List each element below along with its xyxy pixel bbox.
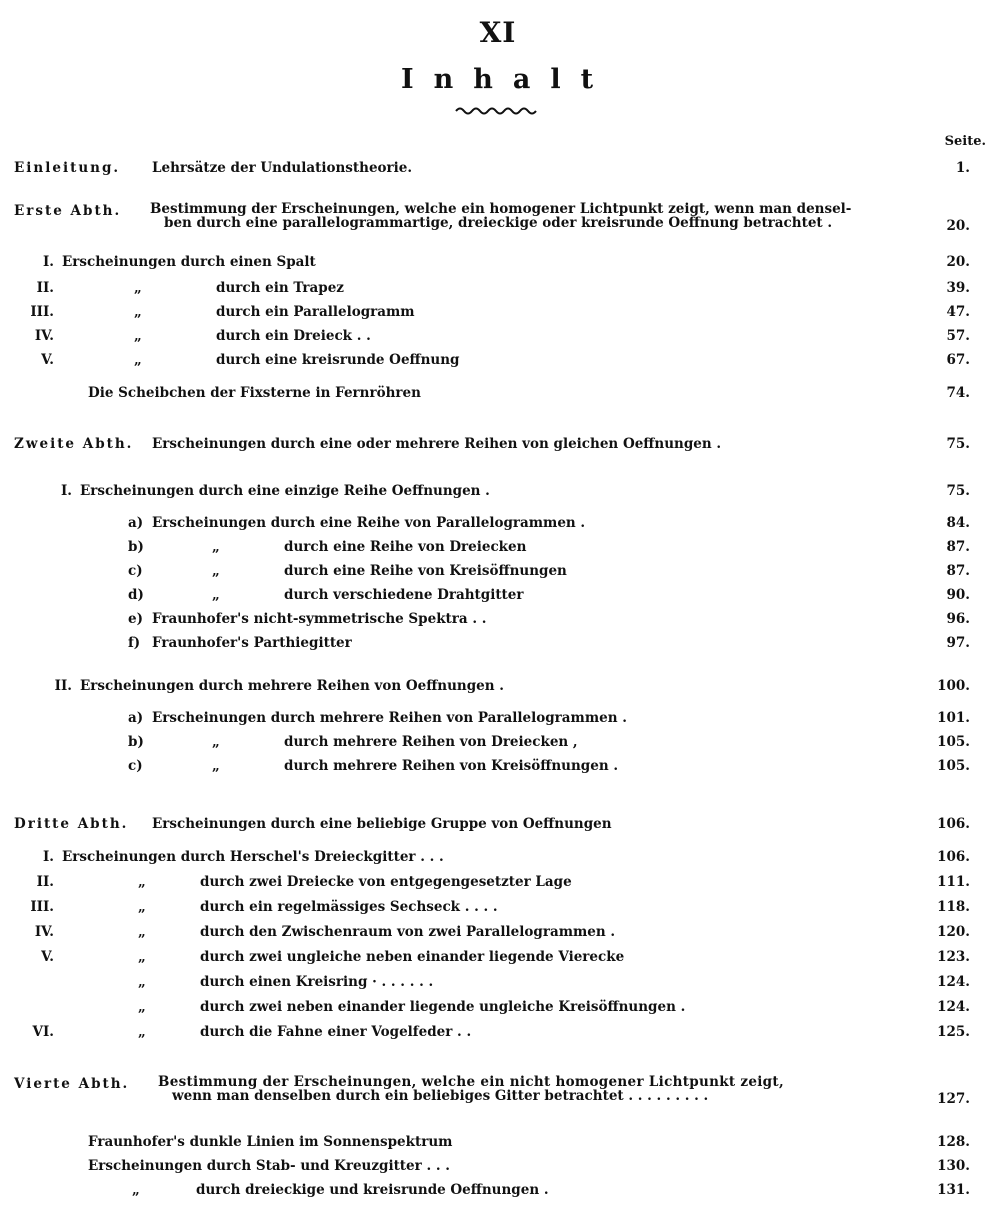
- entry-text-line-1: Bestimmung der Erscheinungen, welche ein homogener Lichtpunkt zeigt, wenn man densel-: [150, 201, 852, 217]
- ditto-mark: „: [212, 587, 220, 603]
- entry-text: durch dreieckige und kreisrunde Oeffnungen .: [196, 1182, 549, 1198]
- row-letter: d): [128, 587, 144, 603]
- entry-text: durch zwei Dreiecke von entgegengesetzter Lage: [200, 874, 572, 890]
- page-ref: 128.: [937, 1134, 970, 1150]
- ditto-mark: „: [134, 304, 142, 320]
- toc-row: [0, 899, 996, 923]
- page-ref: 123.: [937, 949, 970, 965]
- entry-text: durch ein Trapez: [216, 280, 344, 296]
- page-ref: 90.: [946, 587, 970, 603]
- entry-text: durch mehrere Reihen von Dreiecken ,: [284, 734, 578, 750]
- ditto-mark: „: [134, 328, 142, 344]
- page-ref: 96.: [946, 611, 970, 627]
- ditto-mark: „: [134, 352, 142, 368]
- entry-text: durch ein Dreieck . .: [216, 328, 371, 344]
- page-ref: 106.: [937, 849, 970, 865]
- toc-row: [0, 539, 996, 563]
- entry-text: Erscheinungen durch mehrere Reihen von Parallelogrammen .: [152, 710, 627, 726]
- row-number: IV.: [34, 328, 54, 344]
- toc-entry-erste-abth: [0, 201, 996, 234]
- page-ref: 120.: [937, 924, 970, 940]
- entry-text: Fraunhofer's Parthiegitter: [152, 635, 352, 651]
- page-ref: 1.: [955, 160, 970, 176]
- toc-row: [0, 758, 996, 782]
- row-number: I.: [42, 849, 54, 865]
- row-number: V.: [41, 949, 54, 965]
- page-ref: 118.: [937, 899, 970, 915]
- entry-text-line-2: wenn man denselben durch ein beliebiges Gitter betrachtet . . . . . . . . .: [172, 1088, 709, 1104]
- page-ref: 87.: [946, 563, 970, 579]
- toc-row: [0, 949, 996, 973]
- toc-row: [0, 587, 996, 611]
- entry-text: Erscheinungen durch eine einzige Reihe Oeffnungen .: [80, 483, 490, 499]
- entry-text: Erscheinungen durch mehrere Reihen von Oeffnungen .: [80, 678, 504, 694]
- ditto-mark: „: [138, 1024, 146, 1040]
- toc-row: [0, 734, 996, 758]
- ditto-mark: „: [212, 758, 220, 774]
- entry-text-line-2: ben durch eine parallelogrammartige, dreieckige oder kreisrunde Oeffnung betrachtet .: [164, 215, 833, 231]
- page-ref: 97.: [946, 635, 970, 651]
- page-ref: 130.: [937, 1158, 970, 1174]
- entry-text: Erscheinungen durch einen Spalt: [62, 254, 316, 270]
- page-ref: 106.: [937, 816, 970, 832]
- page-ref: 84.: [946, 515, 970, 531]
- entry-text: Erscheinungen durch eine Reihe von Parallelogrammen .: [152, 515, 586, 531]
- ditto-mark: „: [138, 899, 146, 915]
- toc-row: [0, 304, 996, 328]
- entry-text: durch mehrere Reihen von Kreisöffnungen .: [284, 758, 619, 774]
- ditto-mark: „: [138, 999, 146, 1015]
- page-ref: 75.: [946, 483, 970, 499]
- entry-text: durch eine Reihe von Kreisöffnungen: [284, 563, 567, 579]
- toc-row: [0, 849, 996, 873]
- toc-row: [0, 1158, 996, 1182]
- row-letter: a): [128, 710, 144, 726]
- toc-row: [0, 328, 996, 352]
- ditto-mark: „: [212, 539, 220, 555]
- page-number: XI: [479, 16, 517, 49]
- section-label: Einleitung.: [14, 160, 121, 176]
- toc-row: [0, 710, 996, 734]
- ditto-mark: „: [134, 280, 142, 296]
- row-number: II.: [36, 280, 54, 296]
- page-title: Inhalt: [400, 64, 614, 95]
- entry-text: durch eine kreisrunde Oeffnung: [216, 352, 460, 368]
- page-ref: 57.: [946, 328, 970, 344]
- row-letter: c): [128, 758, 143, 774]
- toc-row: [0, 1024, 996, 1048]
- wavy-ornament: [454, 104, 542, 118]
- row-number: III.: [30, 304, 54, 320]
- page-ref: 74.: [946, 385, 970, 401]
- section-label: Vierte Abth.: [14, 1076, 130, 1092]
- toc-entry-einleitung: [0, 160, 996, 184]
- page-ref: 75.: [946, 436, 970, 452]
- ditto-mark: „: [212, 734, 220, 750]
- entry-text: Erscheinungen durch eine beliebige Gruppe von Oeffnungen: [152, 816, 612, 832]
- section-label: Dritte Abth.: [14, 816, 129, 832]
- page-ref: 127.: [937, 1091, 970, 1107]
- page-ref: 131.: [937, 1182, 970, 1198]
- entry-text: durch ein Parallelogramm: [216, 304, 415, 320]
- toc-row: [0, 635, 996, 659]
- toc-row: [0, 611, 996, 635]
- page-ref: 105.: [937, 758, 970, 774]
- page-ref: 20.: [946, 218, 970, 234]
- toc-row: [0, 1134, 996, 1158]
- entry-text: Erscheinungen durch Stab- und Kreuzgitter . . .: [88, 1158, 450, 1174]
- entry-text: durch ein regelmässiges Sechseck . . . .: [200, 899, 498, 915]
- page-ref: 111.: [937, 874, 970, 890]
- entry-text: durch zwei neben einander liegende ungleiche Kreisöffnungen .: [200, 999, 686, 1015]
- page-ref: 67.: [946, 352, 970, 368]
- ditto-mark: „: [212, 563, 220, 579]
- page-ref: 20.: [946, 254, 970, 270]
- page-ref: 105.: [937, 734, 970, 750]
- entry-text: Fraunhofer's nicht-symmetrische Spektra . .: [152, 611, 487, 627]
- page-ref: 39.: [946, 280, 970, 296]
- toc-row: [0, 254, 996, 278]
- entry-text: durch zwei ungleiche neben einander liegende Vierecke: [200, 949, 625, 965]
- entry-text: Erscheinungen durch eine oder mehrere Reihen von gleichen Oeffnungen .: [152, 436, 722, 452]
- entry-text: durch eine Reihe von Dreiecken: [284, 539, 527, 555]
- row-number: II.: [54, 678, 72, 694]
- ditto-mark: „: [138, 949, 146, 965]
- entry-text: durch den Zwischenraum von zwei Parallelogrammen .: [200, 924, 616, 940]
- entry-text-line-1: Bestimmung der Erscheinungen, welche ein nicht homogener Lichtpunkt zeigt,: [158, 1074, 784, 1090]
- ditto-mark: „: [132, 1182, 140, 1198]
- toc-entry-vierte-abth: [0, 1074, 996, 1107]
- row-letter: b): [128, 734, 144, 750]
- entry-text: Erscheinungen durch Herschel's Dreieckgitter . . .: [62, 849, 444, 865]
- row-number: II.: [36, 874, 54, 890]
- page-ref: 124.: [937, 999, 970, 1015]
- toc-row: [0, 515, 996, 539]
- section-label: Erste Abth.: [14, 203, 122, 219]
- page-ref: 125.: [937, 1024, 970, 1040]
- toc-row: [0, 678, 996, 702]
- toc-row: [0, 563, 996, 587]
- toc-entry-dritte-abth: [0, 816, 996, 840]
- page-ref: 101.: [937, 710, 970, 726]
- row-number: V.: [41, 352, 54, 368]
- page-ref: 100.: [937, 678, 970, 694]
- row-letter: a): [128, 515, 144, 531]
- entry-text: durch einen Kreisring · . . . . . .: [200, 974, 434, 990]
- ditto-mark: „: [138, 974, 146, 990]
- ditto-mark: „: [138, 924, 146, 940]
- entry-text: Fraunhofer's dunkle Linien im Sonnenspektrum: [88, 1134, 453, 1150]
- page-ref: 47.: [946, 304, 970, 320]
- ditto-mark: „: [138, 874, 146, 890]
- entry-text: durch die Fahne einer Vogelfeder . .: [200, 1024, 472, 1040]
- toc-entry-zweite-abth: [0, 436, 996, 460]
- row-number: IV.: [34, 924, 54, 940]
- toc-row: [0, 999, 996, 1023]
- toc-row: [0, 1182, 996, 1206]
- entry-text: Lehrsätze der Undulationstheorie.: [152, 160, 413, 176]
- page-column-label: Seite.: [944, 134, 986, 149]
- row-number: I.: [60, 483, 72, 499]
- row-number: I.: [42, 254, 54, 270]
- row-letter: c): [128, 563, 143, 579]
- row-letter: e): [128, 611, 143, 627]
- page-ref: 124.: [937, 974, 970, 990]
- page-ref: 87.: [946, 539, 970, 555]
- row-letter: b): [128, 539, 144, 555]
- toc-row: [0, 385, 996, 409]
- toc-row: [0, 924, 996, 948]
- toc-row: [0, 483, 996, 507]
- row-number: VI.: [32, 1024, 54, 1040]
- entry-text: Die Scheibchen der Fixsterne in Fernröhren: [88, 385, 421, 401]
- toc-row: [0, 974, 996, 998]
- section-label: Zweite Abth.: [14, 436, 134, 452]
- entry-text: durch verschiedene Drahtgitter: [284, 587, 524, 603]
- row-number: III.: [30, 899, 54, 915]
- toc-row: [0, 280, 996, 304]
- toc-row: [0, 352, 996, 376]
- row-letter: f): [128, 635, 141, 651]
- toc-row: [0, 874, 996, 898]
